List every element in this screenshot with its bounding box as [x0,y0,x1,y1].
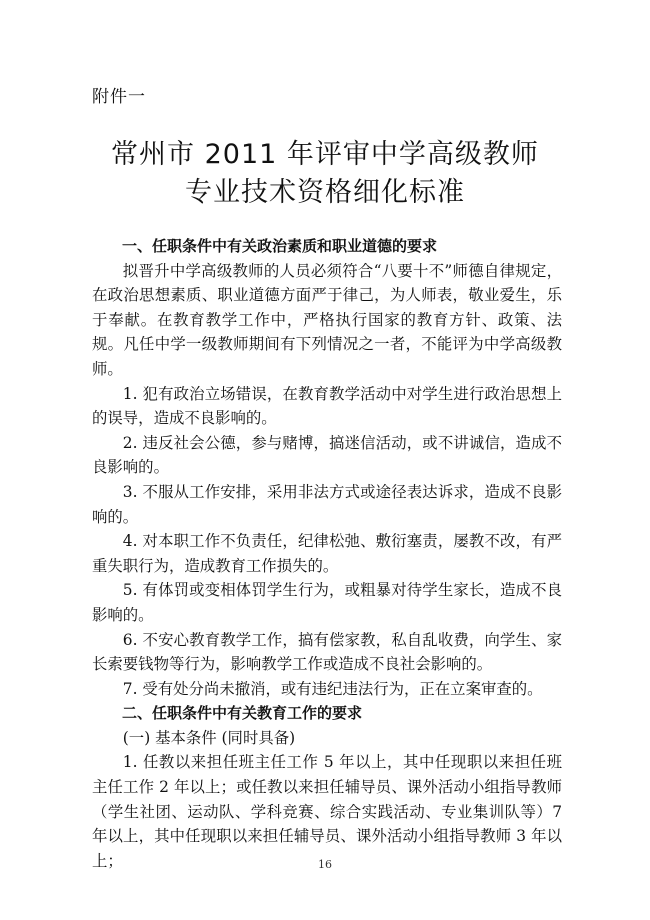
section-heading-2: 二、任职条件中有关教育工作的要求 [122,704,363,723]
document-title-line-1: 常州市 2011 年评审中学高级教师 [111,139,539,170]
list-item-7: 7. 受有处分尚未撤消，或有违纪违法行为，正在立案审查的。 [122,679,543,698]
document-body [92,234,562,873]
section-heading-1: 一、任职条件中有关政治素质和职业道德的要求 [122,237,438,255]
attachment-label: 附件一 [92,87,146,107]
list-item-6: 6. 不安心教育教学工作，搞有偿家教，私自乱收费，向学生、家长索要钱物等行为，影响教学工作或造成不良社会影响的。 [92,630,562,674]
page-number: 16 [318,858,332,871]
list-item-5: 5. 有体罚或变相体罚学生行为，或粗暴对待学生家长，造成不良影响的。 [92,581,562,624]
list-item-1: 1. 犯有政治立场错误，在教育教学活动中对学生进行政治思想上的误导，造成不良影响的。 [92,384,562,428]
subsection-heading: (一) 基本条件 (同时具备) [122,728,296,747]
paragraph-intro: 拟晋升中学高级教师的人员必须符合“八要十不”师德自律规定，在政治思想素质、职业道德方面严于律己，为人师表，敬业爱生，乐于奉献。在教育教学工作中，严格执行国家的教育方针、政策、法规。凡任中学一级教师期间有下列情况之一者，不能评为中学高级教师。 [92,261,562,378]
list-item-4: 4. 对本职工作不负责任，纪律松弛、敷衍塞责，屡教不改，有严重失职行为，造成教育工作损失的。 [92,532,562,575]
list-item-2: 2. 违反社会公德，参与赌博，搞迷信活动，或不讲诚信，造成不良影响的。 [92,433,562,477]
document-title-line-2: 专业技术资格细化标准 [185,177,465,208]
requirement-item-1: 1. 任教以来担任班主任工作 5 年以上，其中任现职以来担任班主任工作 2 年以上；或任教以来担任辅导员、课外活动小组指导教师（学生社团、运动队、学科竞赛、综合实践活动、专业集训队等）7 年以上，其中任现职以来担任辅导员、课外活动小组指导教师 3 年以上； [92,753,562,870]
list-item-3: 3. 不服从工作安排，采用非法方式或途径表达诉求，造成不良影响的。 [92,482,562,526]
